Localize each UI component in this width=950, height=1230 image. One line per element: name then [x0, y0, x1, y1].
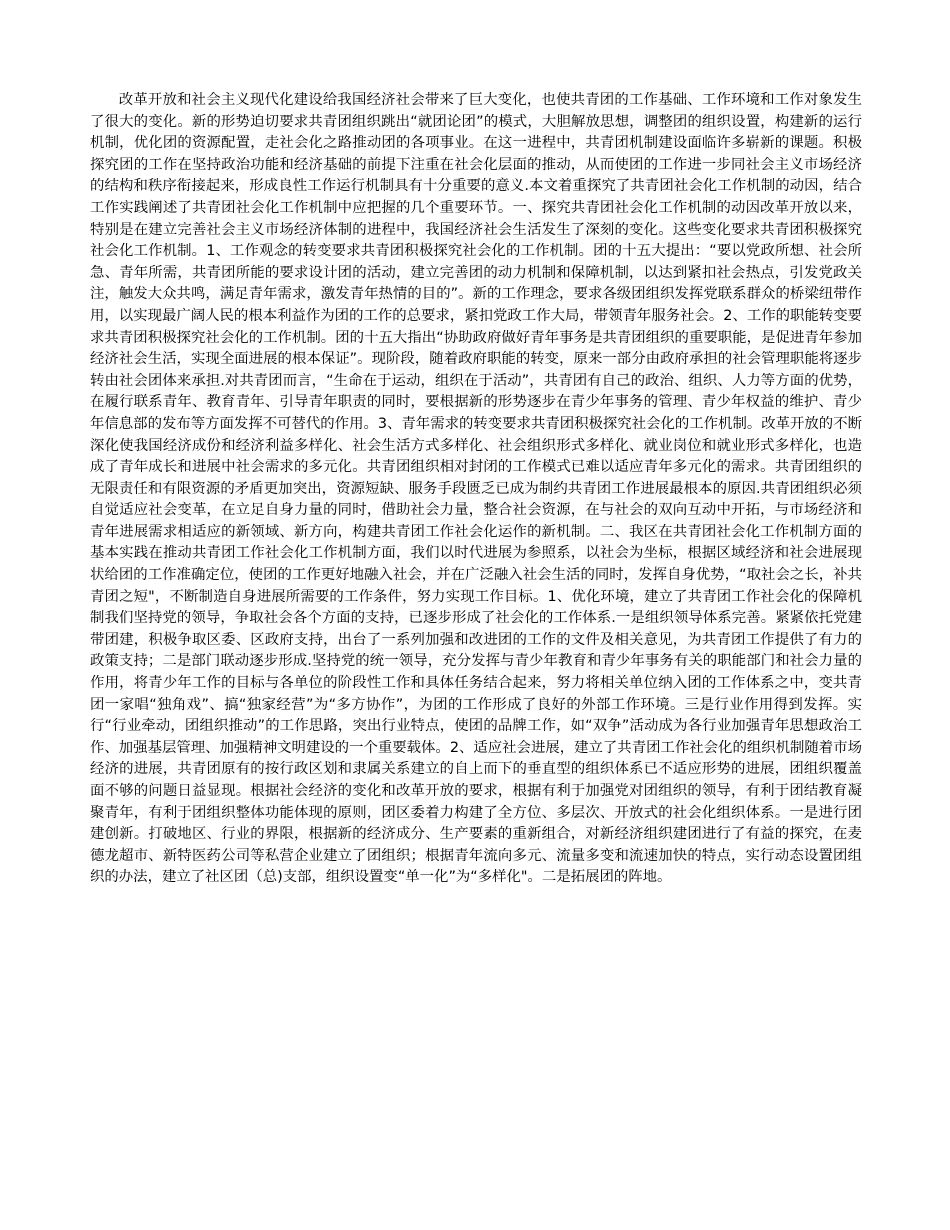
- document-page: [90, 90, 862, 889]
- body-paragraph: 改革开放和社会主义现代化建设给我国经济社会带来了巨大变化，也使共青团的工作基础、工作环境和工作对象发生了很大的变化。新的形势迫切要求共青团组织跳出“就团论团”的模式，大胆解放思想，调整团的组织设置，构建新的运行机制，优化团的资源配置，走社会化之路推动团的各项事业。在这一进程中，共青团机制建设面临许多崭新的课题。积极探究团的工作在坚持政治功能和经济基础的前提下注重在社会化层面的推动，从而使团的工作进一步同社会主义市场经济的结构和秩序衔接起来，形成良性工作运行机制具有十分重要的意义.本文着重探究了共青团社会化工作机制的动因，结合工作实践阐述了共青团社会化工作机制中应把握的几个重要环节。一、探究共青团社会化工作机制的动因改革开放以来，特别是在建立完善社会主义市场经济体制的进程中，我国经济社会生活发生了深刻的变化。这些变化要求共青团积极探究社会化工作机制。1、工作观念的转变要求共青团积极探究社会化的工作机制。团的十五大提出：“要以党政所想、社会所急、青年所需，共青团所能的要求设计团的活动，建立完善团的动力机制和保障机制，以达到紧扣社会热点，引发党政关注，触发大众共鸣，满足青年需求，激发青年热情的目的”。新的工作理念，要求各级团组织发挥党联系群众的桥梁纽带作用，以实现最广阔人民的根本利益作为团的工作的总要求，紧扣党政工作大局，带领青年服务社会。2、工作的职能转变要求共青团积极探究社会化的工作机制。团的十五大指出“协助政府做好青年事务是共青团组织的重要职能，是促进青年参加经济社会生活，实现全面进展的根本保证”。现阶段，随着政府职能的转变，原来一部分由政府承担的社会管理职能将逐步转由社会团体来承担.对共青团而言，“生命在于运动，组织在于活动”，共青团有自己的政治、组织、人力等方面的优势，在履行联系青年、教育青年、引导青年职责的同时，要根据新的形势逐步在青少年事务的管理、青少年权益的维护、青少年信息部的发布等方面发挥不可替代的作用。3、青年需求的转变要求共青团积极探究社会化的工作机制。改革开放的不断深化使我国经济成份和经济利益多样化、社会生活方式多样化、社会组织形式多样化、就业岗位和就业形式多样化，也造成了青年成长和进展中社会需求的多元化。共青团组织相对封闭的工作模式已难以适应青年多元化的需求。共青团组织的无限责任和有限资源的矛盾更加突出，资源短缺、服务手段匮乏已成为制约共青团工作进展最根本的原因.共青团组织必须自觉适应社会变革，在立足自身力量的同时，借助社会力量，整合社会资源，在与社会的双向互动中开拓，与市场经济和青年进展需求相适应的新领域、新方向，构建共青团工作社会化运作的新机制。二、我区在共青团社会化工作机制方面的基本实践在推动共青团工作社会化工作机制方面，我们以时代进展为参照系，以社会为坐标，根据区域经济和社会进展现状给团的工作准确定位，使团的工作更好地融入社会，并在广泛融入社会生活的同时，发挥自身优势，“取社会之长，补共青团之短"，不断制造自身进展所需要的工作条件，努力实现工作目标。1、优化环境，建立了共青团工作社会化的保障机制我们坚持党的领导，争取社会各个方面的支持，已逐步形成了社会化的工作体系.一是组织领导体系完善。紧紧依托党建带团建，积极争取区委、区政府支持，出台了一系列加强和改进团的工作的文件及相关意见，为共青团工作提供了有力的政策支持；二是部门联动逐步形成.坚持党的统一领导，充分发挥与青少年教育和青少年事务有关的职能部门和社会力量的作用，将青少年工作的目标与各单位的阶段性工作和具体任务结合起来，努力将相关单位纳入团的工作体系之中，变共青团一家唱“独角戏”、搞“独家经营”为“多方协作”，为团的工作形成了良好的外部工作环境。三是行业作用得到发挥。实行“行业牵动，团组织推动”的工作思路，突出行业特点，使团的品牌工作，如“双争”活动成为各行业加强青年思想政治工作、加强基层管理、加强精神文明建设的一个重要载体。2、适应社会进展，建立了共青团工作社会化的组织机制随着市场经济的进展，共青团原有的按行政区划和隶属关系建立的自上而下的垂直型的组织体系已不适应形势的进展，团组织覆盖面不够的问题日益显现。根据社会经济的变化和改革开放的要求，根据有利于加强党对团组织的领导，有利于团结教育凝聚青年，有利于团组织整体功能体现的原则，团区委着力构建了全方位、多层次、开放式的社会化组织体系。一是进行团建创新。打破地区、行业的界限，根据新的经济成分、生产要素的重新组合，对新经济组织建团进行了有益的探究，在麦德龙超市、新特医药公司等私营企业建立了团组织；根据青年流向多元、流量多变和流速加快的特点，实行动态设置团组织的办法，建立了社区团（总)支部，组织设置变“单一化”为“多样化"。二是拓展团的阵地。: [90, 92, 862, 886]
